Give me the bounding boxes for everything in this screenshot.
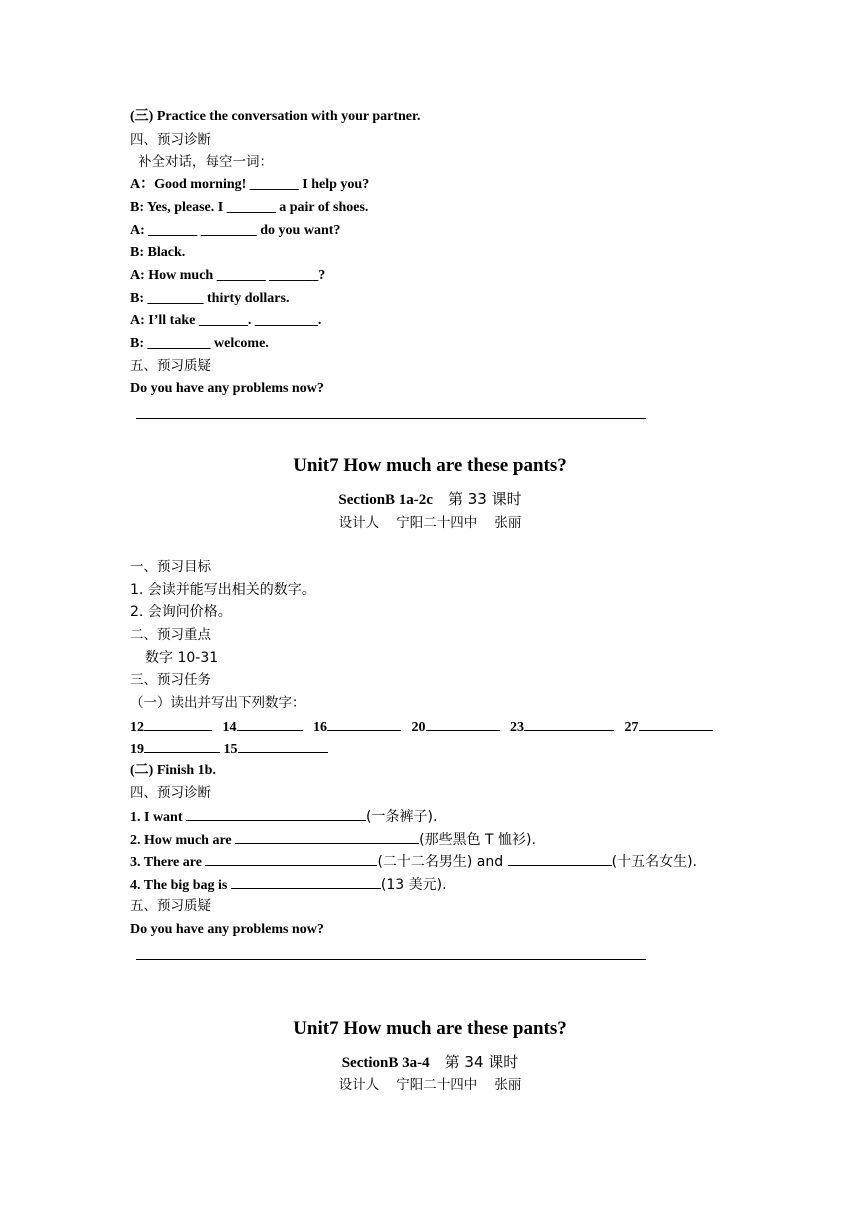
- number-blank[interactable]: [426, 717, 500, 731]
- diagnosis-instruction: 补全对话，每空一词：: [138, 154, 273, 170]
- diagnosis-item: 1. I want (一条裤子).: [130, 809, 438, 825]
- dialog-line: A：Good morning! _______ I help you?: [130, 177, 370, 192]
- number-item: 20: [411, 720, 426, 735]
- answer-blank[interactable]: [186, 807, 366, 821]
- number-blank[interactable]: [639, 717, 713, 731]
- goal-item: 1. 会读并能写出相关的数字。: [130, 582, 316, 598]
- dialog-line: B: ________ thirty dollars.: [130, 291, 290, 306]
- question-heading: 五、预习质疑: [130, 898, 211, 914]
- dialog-line: A: _______ ________ do you want?: [130, 223, 341, 238]
- question-heading: 五、预习质疑: [130, 358, 211, 374]
- dialog-line: B: Yes, please. I _______ a pair of shoes.: [130, 200, 369, 215]
- number-item: 16: [313, 720, 327, 735]
- number-blank[interactable]: [238, 739, 328, 753]
- dialog-line: B: Black.: [130, 245, 186, 260]
- practice-line: (三) Practice the conversation with your partner.: [130, 109, 421, 124]
- author-line: 设计人 宁阳二十四中 张丽: [338, 1077, 522, 1093]
- lesson-title: Unit7 How much are these pants?: [293, 1018, 567, 1039]
- section-label: SectionB 3a-4: [341, 1055, 430, 1071]
- answer-blank[interactable]: [508, 852, 612, 866]
- answer-blank[interactable]: [235, 830, 419, 844]
- lesson-title: Unit7 How much are these pants?: [293, 455, 567, 476]
- number-row: [130, 739, 328, 759]
- number-item: 15: [223, 742, 238, 757]
- number-blank[interactable]: [524, 717, 614, 731]
- number-blank[interactable]: [144, 717, 212, 731]
- number-item: 14: [222, 720, 237, 735]
- diagnosis-item: 2. How much are (那些黑色 T 恤衫).: [130, 832, 536, 848]
- answer-blank[interactable]: [231, 875, 381, 889]
- diagnosis-heading: 四、预习诊断: [130, 785, 211, 801]
- number-item: 23: [510, 720, 524, 735]
- lesson-subtitle: [0, 489, 860, 510]
- number-item: 27: [624, 720, 639, 735]
- lesson-subtitle: [0, 1052, 860, 1073]
- key-content: 数字 10-31: [145, 650, 219, 666]
- answer-line: [136, 418, 646, 419]
- number-blank[interactable]: [327, 717, 401, 731]
- dialog-line: A: How much _______ _______?: [130, 268, 326, 283]
- goal-heading: 一、预习目标: [130, 559, 211, 575]
- number-item: 12: [130, 720, 144, 735]
- diagnosis-item: 3. There are (二十二名男生) and (十五名女生).: [130, 854, 697, 870]
- dialog-line: A: I’ll take _______. _________.: [130, 313, 322, 328]
- period-label: 第 34 课时: [444, 1053, 519, 1071]
- task2-label: (二) Finish 1b.: [130, 763, 216, 778]
- author-line: 设计人 宁阳二十四中 张丽: [338, 515, 522, 531]
- question-line: Do you have any problems now?: [130, 381, 324, 396]
- section-label: SectionB 1a-2c: [338, 492, 433, 508]
- question-line: Do you have any problems now?: [130, 922, 324, 937]
- task-heading: 三、预习任务: [130, 672, 211, 688]
- task1-label: （一）读出并写出下列数字：: [130, 695, 306, 711]
- answer-blank[interactable]: [205, 852, 377, 866]
- dialog-line: B: _________ welcome.: [130, 336, 269, 351]
- number-row: [130, 717, 713, 737]
- diagnosis-heading: 四、预习诊断: [130, 132, 211, 148]
- goal-item: 2. 会询问价格。: [130, 604, 232, 620]
- number-blank[interactable]: [144, 739, 220, 753]
- number-item: 19: [130, 742, 144, 757]
- answer-line: [136, 959, 646, 960]
- number-blank[interactable]: [237, 717, 303, 731]
- period-label: 第 33 课时: [447, 490, 522, 508]
- diagnosis-item: 4. The big bag is (13 美元).: [130, 877, 447, 893]
- key-heading: 二、预习重点: [130, 627, 211, 643]
